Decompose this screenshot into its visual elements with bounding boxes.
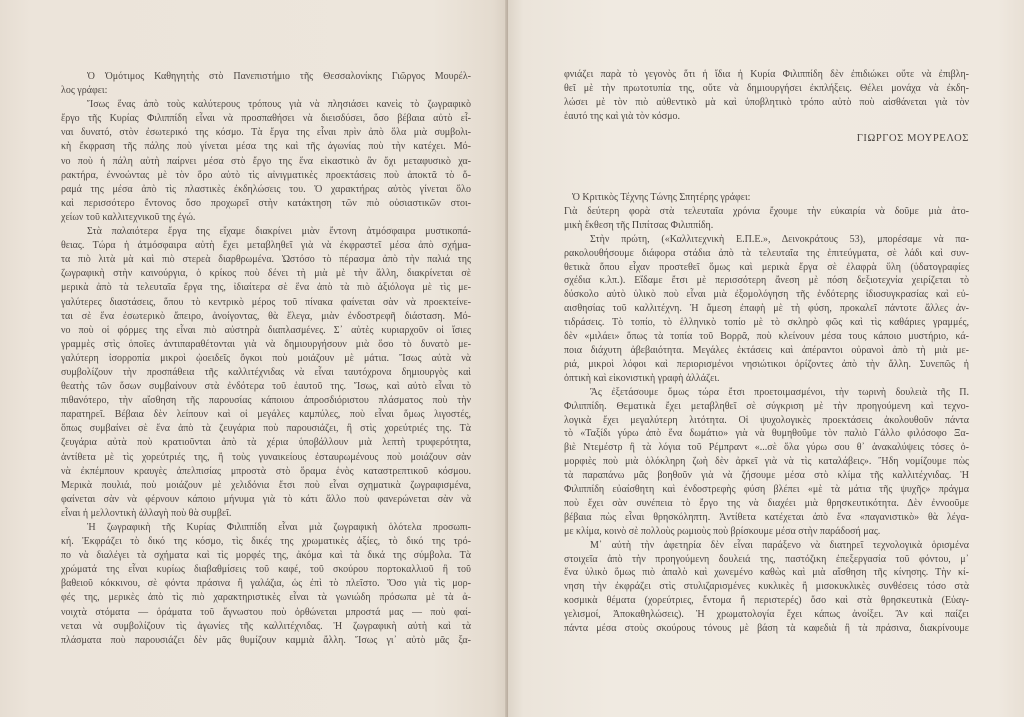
text-line: Μ᾿ αὐτὴ τὴν ἀφετηρία δὲν εἶναι παράξενο νὰ διατηρεῖ τεχνολογικὰ ὁρισμένα	[590, 539, 969, 551]
text-line: γελισμοί, Ἀποκαθηλώσεις). Ἡ χρωματολογία ἔχει κάπως ἀνοίξει. Ἂν καὶ παίζει	[564, 609, 969, 621]
text-line: Ὁ Ὁμότιμος Καθηγητὴς στὸ Πανεπιστήμιο τῆς Θεσσαλονίκης Γιῶργος Μουρέλ-	[87, 71, 471, 82]
text-line: ἔργο τῆς Κυρίας Φιλιππίδη εἶναι νὰ προσπαθήσει νὰ διεισδύσει, ὅσο βέβαια αὐτὸ εἶ-	[61, 113, 471, 125]
text-line: Ἴσως ἕνας ἀπὸ τοὺς καλύτερους τρόπους γιὰ νὰ πλησιάσει κανεὶς τὸ ζωγραφικὸ	[87, 99, 471, 111]
text-line: κὴ ἔκφραση τῆς πάλης ποὺ γίνεται μέσα της καὶ τῆς ἀγωνίας ποὺ τὴν κατέχει. Μό-	[61, 141, 471, 153]
text-line: στοιχεῖα ἀπὸ τὴν προηγούμενη δουλειά της, παστόζικη ἐπεξεργασία τοῦ φόντου, μ᾿	[564, 553, 969, 565]
text-line: δύσκολο αὐτὸ ὑλικὸ ποὺ εἶναι μιὰ ἐξομολόγηση τῆς ἐνδότερης ἰδιοσυγκρασίας καὶ εὐ-	[564, 289, 969, 301]
paragraph	[564, 386, 969, 539]
text-line: Φιλιππίδη. Θεματικὰ ἔχει μεταβληθεῖ σὲ σύγκριση μὲ τὴν προηγούμενη καὶ τεχνο-	[564, 400, 969, 412]
text-line: συμβολίζουν τὴν προσπάθεια τῆς καλλιτέχνιδας νὰ εἶναι ταυτόχρονα δημιουργὸς καὶ	[61, 366, 471, 378]
text-line: λώσει μὲ τὸν πιὸ αὐθεντικὸ μὰ καὶ ὑποβλητικὸ τρόπο αὐτὸ ποὺ αἰσθάνεται γιὰ τὸν	[564, 97, 969, 108]
text-line: θετικὰ ὅπου εἶχαν προστεθεῖ ὅμως καὶ μερικὰ ἔργα σὲ ἐλαφρὰ ὕλη (ὑδατογραφίες	[564, 261, 969, 273]
text-line: νὰ ἐκπέμπουν κραυγὲς ἀπελπισίας μπροστὰ στὸ ὅραμα ἑνὸς καταστρεπτικοῦ κόσμου.	[61, 465, 471, 477]
text-line: κή. Ἐκφράζει τὸ δικό της κόσμο, τὶς δικές της χρωματικὲς ἀξίες, τὸ δικό της τρό-	[61, 536, 471, 548]
text-line: νο ποὺ ἡ πάλη αὐτὴ παίρνει μέσα στὸ ἔργο της ἕνα εἰκαστικὸ ἂν ὄχι μεταφυσικὸ χα-	[61, 155, 471, 167]
text-line: λος γράφει:	[61, 85, 108, 97]
text-line: χείων τοῦ καλλιτεχνικοῦ της ἐγώ.	[61, 211, 196, 223]
text-line: αισθησίας τοῦ καλλιτέχνη. Ἡ ἄμεση ἐπαφὴ μὲ τὴ φύση, προκαλεῖ πάντοτε ἄλλες ἀν-	[564, 303, 969, 315]
text-line: ποια διάχυτη ἀβεβαιότητα. Μεγάλες ἐκτάσεις καὶ ἀπέραντοι οὐρανοὶ ἀπὸ τὴ μιὰ με-	[564, 344, 969, 356]
text-line: Μερικὰ πουλιά, ποὺ μοιάζουν μὲ χελιδόνια ἔτσι ποὺ εἶναι σχηματικὰ ζωγραφισμένα,	[61, 479, 471, 491]
text-line: ἀντίθετα μὲ τὶς χορεύτριές της, ἢ τοὺς γυναικείους ἐσταυρωμένους ποὺ μοιάζουν σὰν	[61, 451, 471, 463]
text-line: τὰ παραπάνω μᾶς βοηθοῦν γιὰ νὰ ζήσουμε μέσα στὸ κλίμα τῆς καλλιτέχνιδας. Ἡ	[564, 470, 969, 482]
text-line: σχέδια κ.λπ.). Εἴδαμε ἔτσι μὲ περισσότερη ἄνεση μὲ πόση δεξιοτεχνία χειρίζεται τὸ	[564, 275, 969, 287]
text-line: ται σὲ ἕνα ἐσωτερικὸ ἄπειρο, ἀνοίγοντας, θὰ ἔλεγα, μιὰν ἐνδοστρεφῆ διάσταση. Μό-	[61, 310, 471, 322]
text-line: γαλύτερη ἰσορροπία μικροὶ ᾠοειδεῖς ὄγκοι ποὺ μοιάζουν μὲ μάτια. Ἴσως αὐτὰ νὰ	[61, 352, 471, 364]
text-line: ζευγάρια αὐτὰ ποὺ κρατιοῦνται ἀπὸ τὰ χέρια ὑποβάλλουν μιὰ λεπτὴ τρυφερότητα,	[61, 437, 471, 449]
text-line: Στὰ παλαιότερα ἔργα της εἴχαμε διακρίνει μιὰν ἔντονη ἀτμόσφαιρα μυστικοπά-	[87, 226, 471, 238]
text-line: Ἡ ζωγραφικὴ τῆς Κυρίας Φιλιππίδη εἶναι μιὰ ζωγραφικὴ ὁλότελα προσωπι-	[87, 522, 471, 533]
text-line: θεατὴς τῶν ὅσων συμβαίνουν στὰ ἐνδότερα τοῦ ἑαυτοῦ της. Ἴσως, καὶ αὐτὸ εἶναι τὸ	[61, 381, 471, 393]
text-line: βέβαια πὼς εἶναι θρησκόληπτη. Ἀντίθετα κατέχεται ἀπὸ ἕνα «παγανιστικὸ» θὰ λέγα-	[564, 511, 969, 523]
text-line: νο ποὺ οἱ φόρμες της εἶναι πιὸ αὐστηρὰ διαπλασμένες. Σ᾿ αὐτὲς κυριαρχοῦν οἱ ἴσιες	[61, 324, 471, 336]
right-page-critic-text	[564, 191, 969, 636]
text-line: γραμμὲς στὶς ὁποῖες ἀντιπαραθέτονται γιὰ νὰ δημιουργήσουν μιὰ ὅσο τὸ δυνατὸ με-	[61, 338, 471, 350]
text-line: νηση τὴν ἐκφράζει στὶς στυλιζαρισμένες κυκλικὲς ἢ μισοκυκλικὲς συνθέσεις τόσο στὰ	[564, 581, 969, 593]
text-line: Στὴν πρώτη, («Καλλιτεχνικὴ Ε.Π.Ε.», Δεινοκράτους 53), μπορέσαμε νὰ πα-	[590, 233, 969, 245]
text-line: πάντα μέσα στοὺς σκούρους τόνους μὲ βάση τὰ καφεδιὰ ἢ τὰ πράσινα, διακρίνουμε	[564, 623, 969, 635]
text-line: μορφιὲς ποὺ μιὰ ὁλόκληρη ζωὴ δὲν ἀρκεῖ γιὰ νὰ τὶς καταλάβεις». Ἤδη νομίζουμε πὼς	[564, 456, 969, 468]
left-page	[0, 0, 508, 717]
text-line: θεῖ μὲ τὴν πρωτοτυπία της, οὔτε νὰ δημιουργήσει ἐκπλήξεις. Θέλει μονάχα νὰ ἐκδη-	[564, 83, 969, 94]
text-line: φνιάζει παρὰ τὸ γεγονὸς ὅτι ἡ ἴδια ἡ Κυρία Φιλιππίδη δὲν ἐπιδιώκει οὔτε νὰ ἐπιβλη-	[564, 69, 969, 80]
text-line: ἑαυτό της καὶ γιὰ τὸν κόσμο.	[564, 111, 680, 122]
text-line: βιὲ Ντεμέστρ ἢ τὰ λόγια τοῦ Ρέμπραντ «...σὲ ὅλα γύρω σου θ᾿ ἀνακαλύψεις τόσες ὀ-	[564, 442, 969, 454]
text-line: πιθανότερο, τὴν αἴσθηση τῆς παρουσίας κάποιου ἀπροσδιόριστου πλάσματος ποὺ τὴν	[61, 395, 471, 407]
text-line: ἕνα ὑλικὸ ὅμως πιὸ ἁπαλὸ καὶ χωνεμένο καθὼς καὶ μιὰ αἴσθηση τῆς κίνησης. Τὴν κί-	[564, 567, 969, 579]
critic-intro: Ὁ Κριτικὸς Τέχνης Τώνης Σπητέρης γράφει:	[572, 192, 751, 203]
text-line: εἶναι ἡ μελλοντικὴ ἀλλαγὴ ποὺ θὰ συμβεῖ.	[61, 507, 232, 519]
text-line: βαθειοῦ κόκκινου, σὲ φόντα πράσινα ἢ γαλάζια, ὡς ἐπὶ τὸ πλεῖστο. Ὅσο γιὰ τὶς μορ-	[61, 578, 471, 590]
text-line: ραμά της μέσα ἀπὸ τὶς πλαστικὲς ἐκδηλώσεις του. Ὁ χαρακτήρας αὐτὸς γίνεται ὅλο	[61, 183, 471, 195]
text-line: φαίνεται σὰν νὰ φέρνουν κάποιο μήνυμα γιὰ τὸ κάτι ἄλλο ποὺ φανερώνεται σὰν νὰ	[61, 493, 471, 505]
text-line: Γιὰ δεύτερη φορὰ στὰ τελευταῖα χρόνια ἔχουμε τὴν εὐκαιρία νὰ δοῦμε μιὰ ἀτο-	[564, 205, 969, 217]
text-line: κοσμικὰ θέματα (χορεύτριες, ἔντομα ἢ περιστερές) ὅσο καὶ στὰ θρησκευτικὰ (Εὐαγ-	[564, 595, 969, 607]
text-line: θειας. Τώρα ἡ ἀτμόσφαιρα αὐτὴ ἔχει μεταβληθεῖ γιὰ νὰ ἐκφραστεῖ μέσα ἀπὸ σχήμα-	[61, 240, 471, 252]
paragraph	[61, 70, 471, 98]
text-line: ὅπως συμβαίνει σὲ ἕνα ἀπὸ τὰ ζευγάρια ποὺ παρουσιάζει, ἢ στὶς χορεύτριές της. Τὰ	[61, 423, 471, 435]
text-line: ὀπτικὴ καὶ εἰκονιστικὴ γραφὴ ἀλλάζει.	[564, 372, 720, 384]
text-line: πο νὰ διαλέγει τὰ σχήματα καὶ τὶς μορφές της, ἀκόμα καὶ τὰ δικά της σύμβολα. Τὰ	[61, 550, 471, 562]
text-line: τιδράσεις. Τὸ τοπίο, τὸ ἑλληνικὸ τοπίο μὲ τὸ σκληρὸ φῶς καὶ τὶς καθάριες γραμμές,	[564, 317, 969, 329]
text-line: χρώματά της εἶναι κυρίως διαβαθμίσεις τοῦ καφέ, τοῦ σκούρου πορτοκαλλιοῦ ἢ τοῦ	[61, 564, 471, 576]
paragraph	[564, 539, 969, 636]
text-line: Φιλιππίδη εὐαίσθητη καὶ ἐνδοστρεφὴς φύση βλέπει «μὲ τὰ μάτια τῆς ψυχῆς» πράγμα	[564, 484, 969, 496]
text-line: ναι δυνατό, στὸν ἐσωτερικό της κόσμο. Τὰ ἔργα της εἶναι πρὶν ἀπὸ ὅλα μιὰ συμβολι-	[61, 127, 471, 139]
text-line: φές της, μερικὲς ἀπὸ τὶς πιὸ χαρακτηριστικὲς εἶναι τὰ γωνιώδη πρόσωπα μὲ τὰ ἀ-	[61, 592, 471, 604]
text-line: τὸ «Ταξίδι γύρω ἀπὸ ἕνα δωμάτιο» γιὰ νὰ θυμηθοῦμε τὸν παλιὸ Γάλλο φιλόσοφο Ξα-	[564, 428, 969, 440]
text-line: Ἂς ἐξετάσουμε ὅμως τώρα ἔτσι προετοιμασμένοι, τὴν τωρινὴ δουλειὰ τῆς Π.	[590, 386, 969, 398]
text-line: δὲν «μιλάει» ὅπως τὰ τοπία τοῦ Βορρᾶ, ποὺ κλείνουν μέσα τους κάποιο μυστήριο, κά-	[564, 331, 969, 343]
right-page	[508, 0, 1024, 717]
text-line: μικὴ ἔκθεση τῆς Πιπίτσας Φιλιππίδη.	[564, 219, 714, 231]
text-line: παρατηρεῖ. Βέβαια δὲν λείπουν καὶ οἱ μεγάλες καμπύλες, ποὺ εἶναι ὅμως λιγοστές,	[61, 409, 471, 421]
text-line: ζωγραφικὴ στὴν καινούργια, ὁ κρίκος ποὺ δένει τὴ μιὰ μὲ τὴν ἄλλη, διακρίνεται σὲ	[61, 268, 471, 280]
text-line: με κλίμα, κοινὸ σὲ πολλοὺς ρωμιοὺς ποὺ βρίσκουμε μέσα στὴν παράδοσή μας.	[564, 525, 881, 537]
text-line: γαλύτερες διαστάσεις, ὅπου τὸ κεντρικὸ μέρος τοῦ πίνακα φαίνεται σὰν νὰ προεκτείνε-	[61, 296, 471, 308]
paragraph	[61, 521, 471, 648]
text-line: ποὺ ἔχει σὰν συνέπεια τὸ ἔργο της νὰ διαχέει μιὰ θρησκευτικότητα. Δὲν ἐννοοῦμε	[564, 497, 969, 509]
text-line: ρακτήρα, ἐννοώντας μὲ τὸν ὅρο αὐτὸ τὶς αἰνιγματικὲς προεκτάσεις ποὺ ἀποκτᾶ τὸ ὅ-	[61, 169, 471, 181]
text-line: ρακολουθήσουμε διάφορα στάδια ἀπὸ τὰ τελευταῖα της ἐπιτεύγματα, σὲ λάδι καὶ συν-	[564, 247, 969, 259]
text-line: πλάσματα ποὺ παρουσιάζει δὲν μᾶς θυμίζουν καμμιὰ ἄλλη. Ἴσως γι᾿ αὐτὸ μᾶς ξα-	[61, 634, 471, 646]
text-line: τα πιὸ λιτὰ μὰ καὶ πιὸ στερεὰ διαρθρωμένα. Ὡστόσο τὸ πέρασμα ἀπὸ τὴν παλιά της	[61, 254, 471, 266]
text-line: ριά, μικροὶ λόφοι καὶ περιορισμένοι νησιώτικοι ὁρίζοντες ἀπὸ τὴν ἄλλη. Συνεπῶς ἡ	[564, 358, 969, 370]
right-page-continued-text	[564, 68, 969, 124]
text-line: μερικὰ ἀπὸ τὰ τελευταῖα ἔργα της, ἰδιαίτερα σὲ ἕνα ἀπὸ τὰ πιὸ ἀξιόλογα μὲ τὶς με-	[61, 282, 471, 294]
author-signature: ΓΙΩΡΓΟΣ ΜΟΥΡΕΛΟΣ	[856, 133, 969, 144]
text-line: λογικὰ ἔχει μεγαλύτερη λιτότητα. Οἱ ψυχολογικὲς προεκτάσεις ἀκολουθοῦν πάντα	[564, 414, 969, 426]
left-page-text	[61, 70, 471, 648]
text-line: καὶ περισσότερο ἔντονος ὅσο προχωρεῖ στὴν κατάκτηση τῶν πιὸ οὐσιαστικῶν στοι-	[61, 197, 471, 209]
text-line: νεται νὰ συμβολίζουν τὶς ἀγωνίες τῆς καλλιτέχνιδας. Ἡ ζωγραφικὴ αὐτὴ καὶ τὰ	[61, 620, 471, 632]
paragraph	[564, 205, 969, 233]
text-line: νοιχτὰ στόματα — ὁράματα τοῦ ἄγνωστου ποὺ ὀρθώνεται μπροστά μας — ποὺ φαί-	[61, 606, 471, 618]
paragraph	[61, 98, 471, 225]
paragraph	[564, 233, 969, 386]
paragraph	[61, 225, 471, 521]
